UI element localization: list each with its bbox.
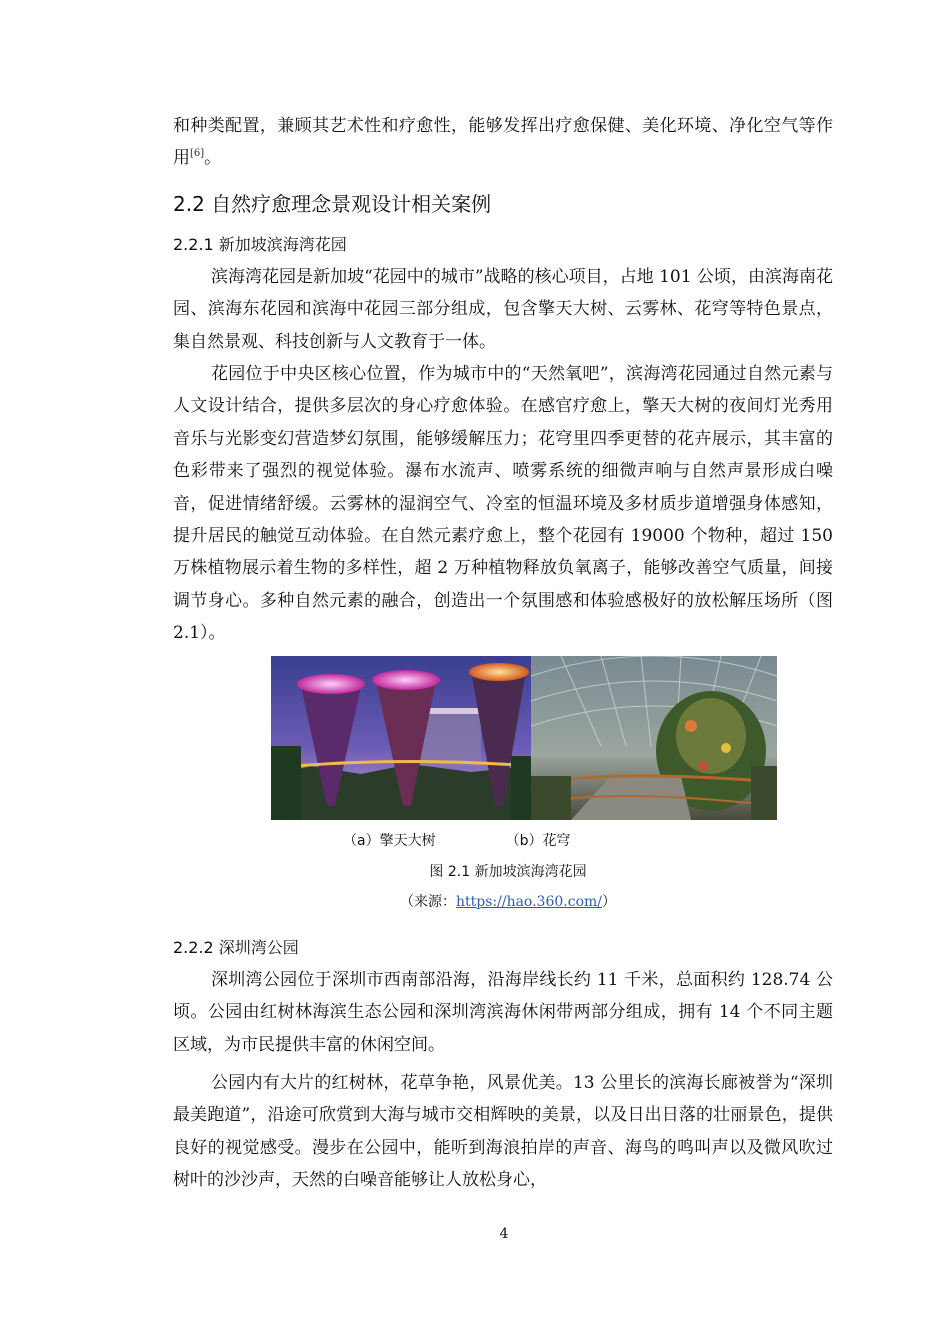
- page-content: [173, 110, 833, 1197]
- intro-paragraph-tail: 和种类配置，兼顾其艺术性和疗愈性，能够发挥出疗愈保健、美化环境、净化空气等作用[6]。: [173, 116, 833, 169]
- body-paragraph: 公园内有大片的红树林，花草争艳，风景优美。13 公里长的滨海长廊被誉为“深圳最美跑道”，沿途可欣赏到大海与城市交相辉映的美景，以及日出日落的壮丽景色，提供良好的视觉感受。漫步在公园中，能听到海浪拍岸的声音、海鸟的鸣叫声以及微风吹过树叶的沙沙声，天然的白噪音能够让人放松身心，: [173, 1072, 833, 1191]
- subsection-heading-singapore: 2.2.1 新加坡滨海湾花园: [173, 234, 347, 254]
- figure-source: （来源：https://hao.360.com/）: [400, 893, 616, 910]
- figure-subcaptions: [173, 831, 833, 851]
- subcaption-a: （a）擎天大树: [343, 832, 436, 849]
- figure-photo-pair: [271, 656, 777, 820]
- body-paragraph: 花园位于中央区核心位置，作为城市中的“天然氧吧”，滨海湾花园通过自然元素与人文设计结合，提供多层次的身心疗愈体验。在感官疗愈上，擎天大树的夜间灯光秀用音乐与光影变幻营造梦幻氛围，能够缓解压力；花穹里四季更替的花卉展示，其丰富的色彩带来了强烈的视觉体验。瀑布水流声、喷雾系统的细微声响与自然声景形成白噪音，促进情绪舒缓。云雾林的湿润空气、冷室的恒温环境及多材质步道增强身体感知，提升居民的触觉互动体验。在自然元素疗愈上，整个花园有 19000 个物种，超过 150 万株植物展示着生物的多样性，超 2 万种植物释放负氧离子，能够改善空气质量，间接调节身心。多种自然元素的融合，创造出一个氛围感和体验感极好的放松解压场所（图 2.1）。: [173, 364, 833, 644]
- supertree-grove-photo: [271, 656, 777, 820]
- subcaption-b: （b）花穹: [505, 832, 571, 849]
- source-link[interactable]: https://hao.360.com/: [456, 893, 602, 910]
- body-paragraph: 深圳湾公园位于深圳市西南部沿海，沿海岸线长约 11 千米，总面积约 128.74 公顷。公园由红树林海滨生态公园和深圳湾滨海休闲带两部分组成，拥有 14 个不同主题区域，为市民提供丰富的休闲空间。: [173, 969, 833, 1055]
- body-paragraph: 滨海湾花园是新加坡“花园中的城市”战略的核心项目，占地 101 公顷，由滨海南花园、滨海东花园和滨海中花园三部分组成，包含擎天大树、云雾林、花穹等特色景点，集自然景观、科技创新与人文教育于一体。: [173, 266, 833, 352]
- figure-title: 图 2.1 新加坡滨海湾花园: [429, 863, 587, 880]
- section-heading: 2.2 自然疗愈理念景观设计相关案例: [173, 191, 492, 216]
- subsection-heading-shenzhen: 2.2.2 深圳湾公园: [173, 937, 299, 957]
- page-number: 4: [499, 1226, 509, 1242]
- citation-ref[interactable]: [6]: [190, 148, 205, 160]
